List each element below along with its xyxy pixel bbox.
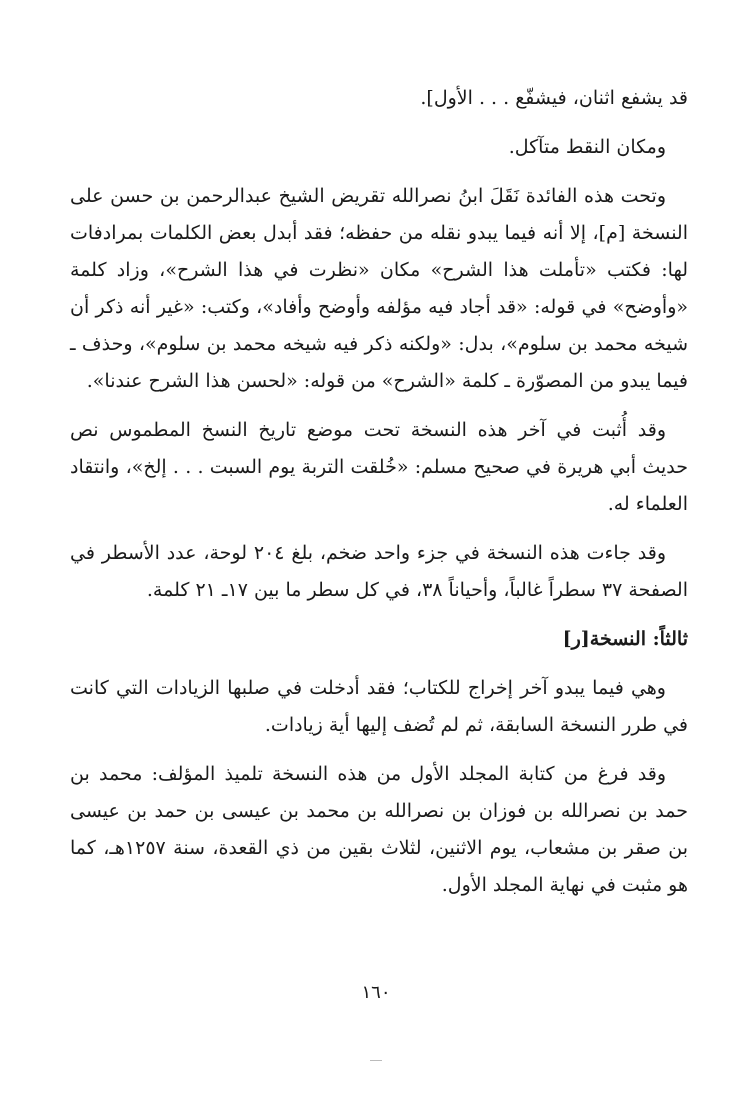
- paragraph-7: وقد فرغ من كتابة المجلد الأول من هذه النسخة تلميذ المؤلف: محمد بن حمد بن نصرالله بن فوزان بن نصرالله بن محمد بن عيسى بن حمد بن عيسى بن صقر بن مشعاب، يوم الاثنين، لثلاث بقين من ذي القعدة، سنة ١٢٥٧هـ، كما هو مثبت في نهاية المجلد الأول.: [70, 763, 689, 896]
- paragraph-4: وقد أُثبت في آخر هذه النسخة تحت موضع تاريخ النسخ المطموس نص حديث أبي هريرة في صحيح مسلم: «خُلقت التربة يوم السبت . . . إلخ»، وانتقاد العلماء له.: [70, 419, 688, 515]
- paragraph-2: ومكان النقط متآكل.: [508, 136, 666, 158]
- paragraph-1: قد يشفع اثنان، فيشفّع . . . الأول].: [420, 87, 688, 109]
- section-heading: ثالثاً: النسخة[ر]: [562, 628, 688, 650]
- paragraph-3: وتحت هذه الفائدة نَقَلَ ابنُ نصرالله تقريض الشيخ عبدالرحمن بن حسن على النسخة [م]، إلا أنه فيما يبدو نقله من حفظه؛ فقد أبدل بعض الكلمات بمرادفات لها: فكتب «تأملت هذا الشرح» مكان «نظرت في هذا الشرح»، وزاد كلمة «وأوضح» في قوله: «قد أجاد فيه مؤلفه وأوضح وأفاد»، وكتب: «غير أنه ذكر أن شيخه محمد بن سلوم»، بدل: «ولكنه ذكر فيه شيخه محمد بن سلوم»، وحذف ـ فيما يبدو من المصوّرة ـ كلمة «الشرح» من قوله: «لحسن هذا الشرح عندنا».: [70, 185, 688, 392]
- paragraph-6: وهي فيما يبدو آخر إخراج للكتاب؛ فقد أدخلت في صلبها الزيادات التي كانت في طرر النسخة السابقة، ثم لم تُضف إليها أية زيادات.: [70, 677, 688, 736]
- paragraph-5: وقد جاءت هذه النسخة في جزء واحد ضخم، بلغ ٢٠٤ لوحة، عدد الأسطر في الصفحة ٣٧ سطراً غالباً، وأحياناً ٣٨، في كل سطر ما بين ١٧ـ ٢١ كلمة.: [70, 542, 688, 601]
- bottom-mark: [370, 1060, 382, 1061]
- page-body: [70, 80, 688, 916]
- page-number: ١٦٠: [361, 982, 391, 1003]
